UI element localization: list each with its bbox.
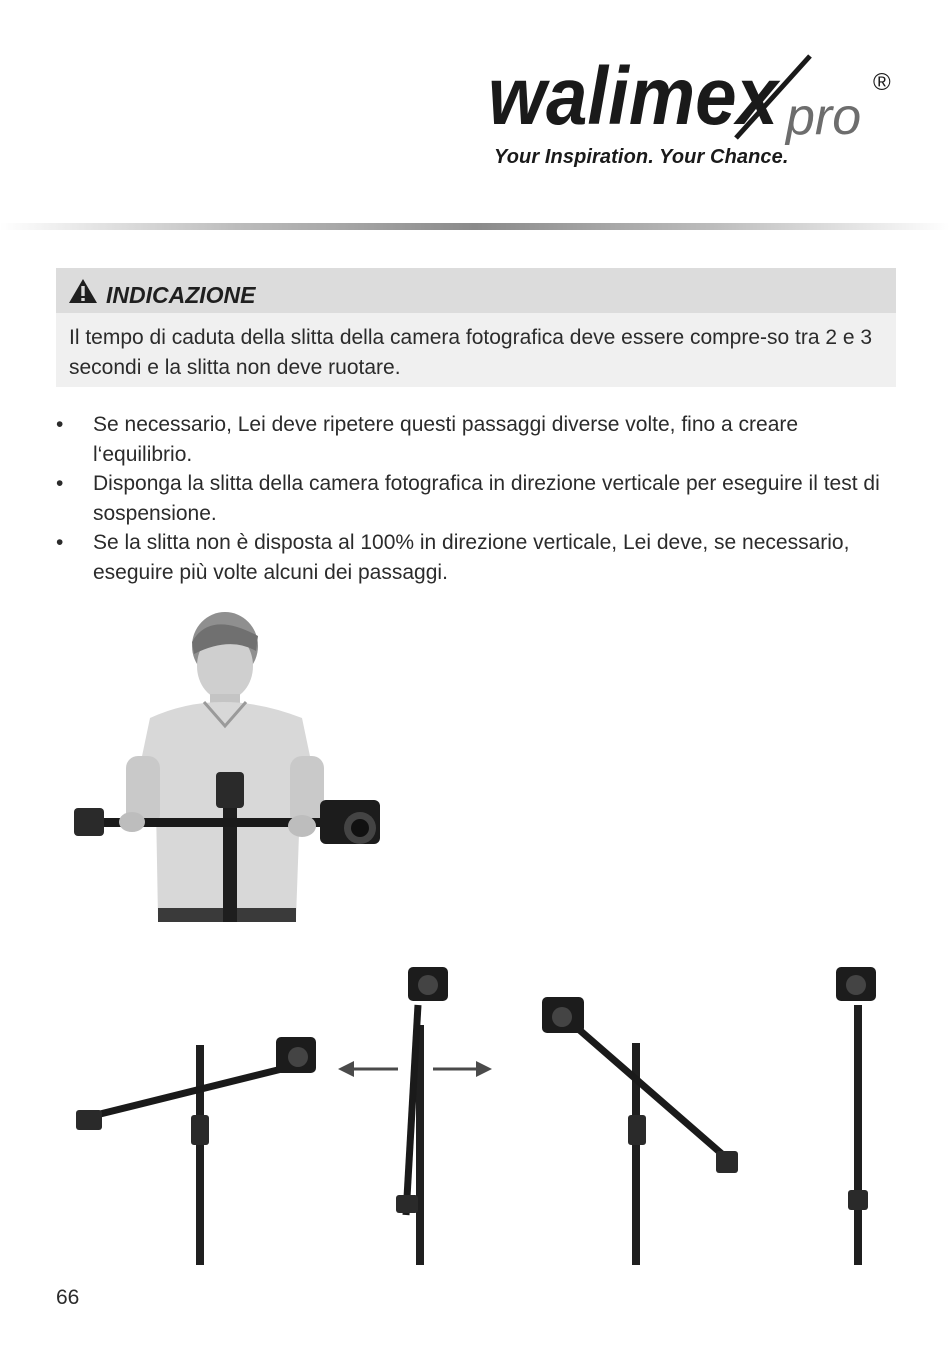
logo-pro-text: pro	[786, 88, 862, 146]
brand-logo	[488, 52, 908, 177]
list-item	[56, 528, 886, 587]
walimex-pro-logo	[488, 52, 908, 147]
notice-box	[56, 268, 896, 387]
registered-mark: ®	[873, 69, 891, 96]
list-item	[56, 469, 886, 528]
balance-sequence-photos	[58, 965, 898, 1270]
list-item	[56, 410, 886, 469]
bullet-marker: •	[56, 413, 64, 436]
list-item-text: Se necessario, Lei deve ripetere questi passaggi diverse volte, fino a creare l‘equilibrio.	[93, 413, 799, 466]
logo-wordmark: walimex	[488, 52, 782, 142]
notice-title: INDICAZIONE	[106, 282, 256, 308]
bullet-marker: •	[56, 472, 64, 495]
header-divider	[0, 223, 950, 230]
notice-header	[56, 268, 896, 313]
warning-triangle-icon	[68, 278, 98, 304]
list-item-text: Se la slitta non è disposta al 100% in direzione verticale, Lei deve, se necessario, eseguire più volte alcuni dei passaggi.	[93, 531, 850, 584]
bullet-marker: •	[56, 531, 64, 554]
instruction-list	[56, 410, 886, 587]
brand-tagline: Your Inspiration. Your Chance.	[494, 146, 789, 168]
notice-text: Il tempo di caduta della slitta della camera fotografica deve essere compre-so tra 2 e 3 secondi e la slitta non deve ruotare.	[69, 326, 873, 379]
page-number: 66	[56, 1286, 80, 1309]
list-item-text: Disponga la slitta della camera fotografica in direzione verticale per eseguire il test di sospensione.	[93, 472, 880, 525]
photo-man-holding-slider	[70, 606, 385, 922]
